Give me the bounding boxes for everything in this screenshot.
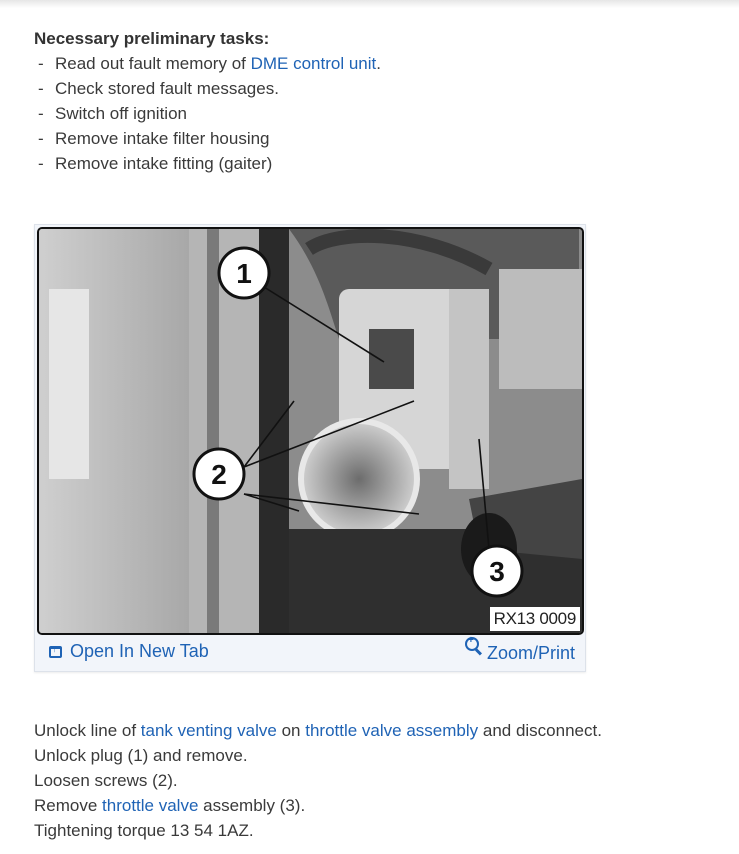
tank-venting-valve-link[interactable]: tank venting valve	[140, 721, 277, 740]
step-4: Remove throttle valve assembly (3).	[34, 796, 306, 815]
callout-1	[219, 248, 269, 298]
open-in-new-tab-button[interactable]: ↑ Open In New Tab	[49, 641, 209, 662]
svg-text:2: 2	[211, 459, 227, 490]
open-in-new-tab-icon	[49, 646, 62, 658]
step-3: Loosen screws (2).	[34, 771, 178, 790]
procedure-steps	[34, 718, 724, 843]
task-item: - Switch off ignition	[38, 104, 187, 123]
step-1: Unlock line of tank venting valve on throttle valve assembly and disconnect.	[34, 721, 602, 740]
svg-text:3: 3	[489, 556, 505, 587]
top-shadow-bar	[0, 0, 739, 8]
preliminary-tasks	[34, 26, 724, 176]
throttle-valve-photo[interactable]	[37, 227, 584, 635]
callout-2	[194, 449, 244, 499]
dme-control-unit-link[interactable]: DME control unit	[250, 54, 377, 73]
callout-3	[472, 546, 522, 596]
step-2: Unlock plug (1) and remove.	[34, 746, 248, 765]
figure-id-label: RX13 0009	[490, 607, 580, 631]
zoom-in-icon	[465, 637, 483, 655]
figure-footer	[35, 635, 585, 669]
preliminary-heading: Necessary preliminary tasks:	[34, 29, 270, 48]
throttle-valve-link[interactable]: throttle valve	[102, 796, 199, 815]
preliminary-task-list	[34, 51, 724, 176]
throttle-valve-assembly-link[interactable]: throttle valve assembly	[305, 721, 479, 740]
task-item: - Remove intake filter housing	[38, 129, 270, 148]
task-item: - Check stored fault messages.	[38, 79, 279, 98]
task-item: - Remove intake fitting (gaiter)	[38, 154, 273, 173]
svg-text:1: 1	[236, 258, 252, 289]
task-item: - Read out fault memory of DME control unit.	[38, 54, 381, 73]
zoom-print-button[interactable]: + Zoom/Print	[465, 637, 575, 664]
photo-illustration	[39, 229, 582, 633]
figure-card	[34, 224, 586, 672]
step-5: Tightening torque 13 54 1AZ.	[34, 821, 254, 840]
